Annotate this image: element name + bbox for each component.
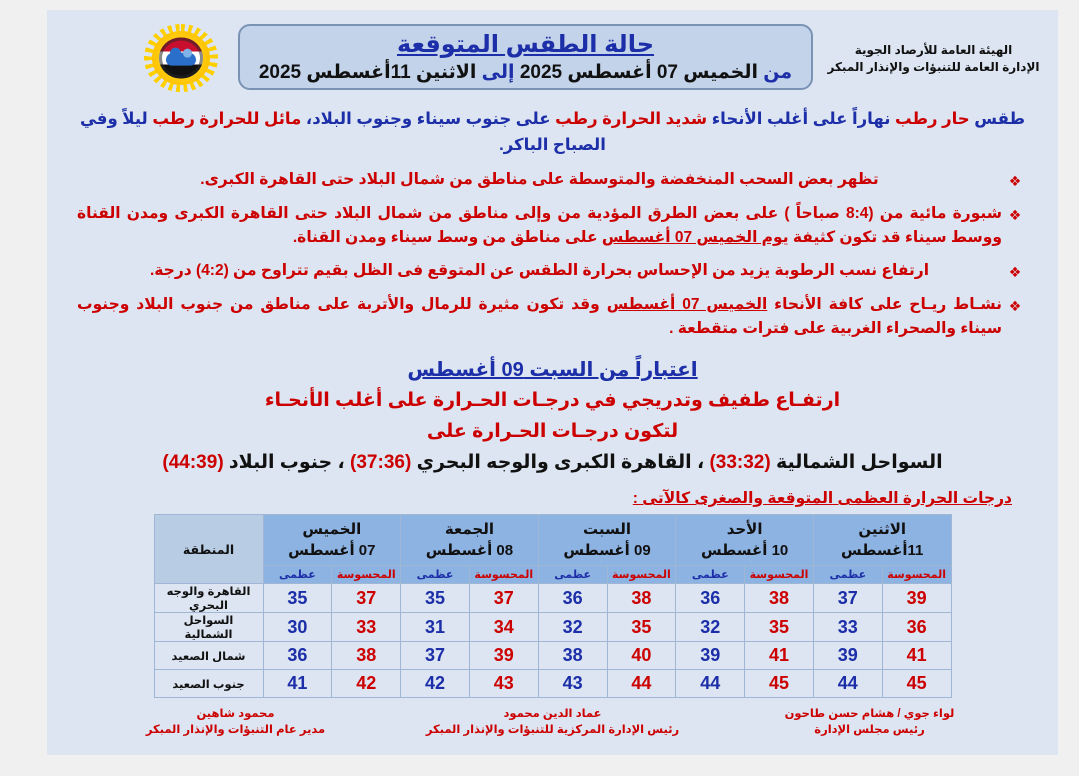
page-title: حالة الطقس المتوقعة — [396, 31, 654, 58]
cell-feel: 42 — [332, 670, 401, 698]
signature-name: لواء جوي / هشام حسن طاحون — [784, 708, 955, 720]
cell-feel: 35 — [745, 613, 814, 642]
cell-feel: 41 — [882, 642, 951, 670]
cell-region: شمال الصعيد — [154, 642, 263, 670]
organization-name: الهيئة العامة للأرصاد الجوية — [854, 43, 1013, 57]
list-item — [77, 259, 1028, 284]
cell-feel: 39 — [882, 584, 951, 613]
bullet-diamond-icon: ❖ — [1008, 207, 1022, 223]
signature-name: محمود شاهين — [196, 708, 275, 720]
signature-name: عماد الدين محمود — [503, 708, 602, 720]
signature-role: مدير عام التنبؤات والإنذار المبكر — [145, 724, 326, 736]
signature-forecast-director — [77, 706, 394, 738]
wind-line-1-a: نشـاط ريـاح على كافة الأنحاء — [767, 296, 1002, 313]
cell-feel: 37 — [332, 584, 401, 613]
cell-feel: 33 — [332, 613, 401, 642]
table-caption: درجات الحرارة العظمى المتوقعة والصغرى كالآتى : — [632, 490, 1012, 507]
date-range-end: الاثنين 11أغسطس 2025 — [258, 62, 477, 83]
day-header-sunday — [676, 515, 814, 566]
cell-max: 31 — [401, 613, 470, 642]
notice-heading: اعتباراً من السبت 09 أغسطس — [407, 359, 698, 381]
bullet-diamond-icon: ❖ — [1008, 264, 1022, 280]
lead-highlight-2: شديد الحرارة رطب — [555, 110, 708, 128]
title-box — [238, 24, 813, 90]
cell-feel: 38 — [745, 584, 814, 613]
cell-max: 36 — [676, 584, 745, 613]
signature-chairman — [711, 706, 1028, 738]
signature-footer — [77, 706, 1028, 738]
cell-feel: 40 — [607, 642, 676, 670]
day-name: الخميس — [302, 521, 362, 538]
cell-max: 42 — [401, 670, 470, 698]
cell-feel: 45 — [882, 670, 951, 698]
wind-date-underlined: الخميس 07 أغسطس — [606, 296, 768, 313]
sub-header-max: عظمى — [676, 566, 745, 584]
lead-part-4: ليلاً وفي الصباح الباكر. — [79, 110, 606, 154]
wind-line-2: والصحراء الغربية على فترات متقطعة . — [669, 320, 957, 337]
fog-line-1: شبورة مائية من (8:4 صباحاً ) على بعض الطرق المؤدية من وإلى مناطق من شمال البلاد حتى القاهرة الكبرى ومدن القناة ووسط سيناء — [77, 205, 1002, 246]
wind-line-1-b: وقد تكون مثيرة للرمال والأتربة على مناطق من جنوب البلاد وجنوب سيناء — [77, 296, 1002, 337]
region-column-header: المنطقة — [154, 515, 263, 584]
cell-max: 33 — [813, 613, 882, 642]
cell-feel: 35 — [607, 613, 676, 642]
emblem-flag-icon — [159, 38, 203, 79]
sub-header-feel: المحسوسة — [745, 566, 814, 584]
day-date: 10 أغسطس — [700, 542, 789, 559]
cell-max: 43 — [538, 670, 607, 698]
cell-region: السواحل الشمالية — [154, 613, 263, 642]
cell-feel: 34 — [469, 613, 538, 642]
document-page — [47, 10, 1058, 755]
notice-regions-values — [47, 447, 1058, 479]
list-item — [77, 293, 1028, 341]
cell-max: 35 — [401, 584, 470, 613]
date-range-from-label: من — [763, 62, 793, 83]
table-body — [154, 584, 951, 698]
forecast-table-wrapper — [154, 514, 952, 698]
day-header-friday — [401, 515, 539, 566]
bullet-text-fog — [77, 202, 1002, 250]
table-row — [154, 584, 951, 613]
bullet-text-wind — [77, 293, 1002, 341]
cell-max: 35 — [263, 584, 332, 613]
sub-header-max: عظمى — [263, 566, 332, 584]
cell-max: 39 — [676, 642, 745, 670]
date-range-subtitle — [240, 60, 811, 86]
cell-feel: 37 — [469, 584, 538, 613]
cell-feel: 43 — [469, 670, 538, 698]
region-south-value: (44:39) — [162, 452, 224, 473]
region-cairo-value: (37:36) — [350, 452, 412, 473]
temperature-rise-notice — [47, 355, 1058, 479]
region-cairo-label: ، القاهرة الكبرى والوجه البحري — [411, 452, 710, 473]
lead-part-1: طقس — [969, 110, 1026, 128]
list-item — [77, 202, 1028, 250]
day-header-monday — [813, 515, 951, 566]
cell-max: 30 — [263, 613, 332, 642]
cell-max: 37 — [813, 584, 882, 613]
sub-header-feel: المحسوسة — [607, 566, 676, 584]
cell-feel: 45 — [745, 670, 814, 698]
region-north-coast-value: (33:32) — [709, 452, 771, 473]
forecast-table — [154, 514, 952, 698]
bullet-list — [77, 168, 1028, 341]
bullet-text-humidity: ارتفاع نسب الرطوبة يزيد من الإحساس بحرارة الطقس عن المتوقع فى الظل بقيم تتراوح من (4:2) درجة. — [149, 262, 930, 279]
emblem-ring — [159, 38, 203, 79]
document-header — [47, 10, 1058, 102]
cell-feel: 41 — [745, 642, 814, 670]
cell-max: 32 — [538, 613, 607, 642]
cell-max: 39 — [813, 642, 882, 670]
signature-role: رئيس الإدارة المركزية للتنبؤات والإنذار المبكر — [425, 724, 680, 736]
region-north-coast-label: السواحل الشمالية — [770, 452, 943, 473]
day-date: 07 أغسطس — [288, 542, 376, 559]
lead-part-2: نهاراً على أغلب الأنحاء — [707, 110, 896, 128]
lead-highlight-3: مائل للحرارة رطب — [152, 110, 302, 128]
signature-role: رئيس مجلس الإدارة — [814, 724, 925, 736]
fog-line-2-b: على مناطق من وسط سيناء ومدن القناة. — [292, 229, 602, 246]
cell-max: 44 — [676, 670, 745, 698]
cell-max: 37 — [401, 642, 470, 670]
day-header-thursday — [263, 515, 401, 566]
day-date: 08 أغسطس — [425, 542, 514, 559]
table-row — [154, 642, 951, 670]
day-name: الجمعة — [444, 521, 495, 538]
sub-header-max: عظمى — [401, 566, 470, 584]
day-date: 09 أغسطس — [563, 542, 651, 559]
date-range-to-label: إلى — [481, 62, 515, 83]
cell-feel: 39 — [469, 642, 538, 670]
table-header-row-days — [154, 515, 951, 566]
notice-line-1: ارتفـاع طفيف وتدريجي في درجـات الحـرارة على أغلب الأنحـاء — [264, 390, 841, 411]
sub-header-feel: المحسوسة — [469, 566, 538, 584]
lead-part-3: على جنوب سيناء وجنوب البلاد، — [301, 110, 556, 128]
sub-header-feel: المحسوسة — [882, 566, 951, 584]
list-item — [77, 168, 1028, 193]
table-row — [154, 613, 951, 642]
bullet-diamond-icon: ❖ — [1008, 173, 1022, 189]
date-range-start: الخميس 07 أغسطس 2025 — [519, 62, 758, 83]
cell-max: 38 — [538, 642, 607, 670]
notice-line-2: لتكون درجـات الحـرارة على — [426, 421, 679, 442]
table-head — [154, 515, 951, 584]
ema-logo-icon — [142, 22, 220, 94]
day-name: الأحد — [726, 521, 763, 538]
organization-department: الإدارة العامة للتنبؤات والإنذار المبكر — [827, 60, 1040, 74]
cell-feel: 38 — [332, 642, 401, 670]
cell-max: 36 — [263, 642, 332, 670]
fog-line-2-a: قد تكون كثيفة — [788, 229, 901, 246]
day-date: 11أغسطس — [841, 542, 924, 559]
cell-max: 41 — [263, 670, 332, 698]
cell-region: القاهرة والوجه البحري — [154, 584, 263, 613]
cell-max: 32 — [676, 613, 745, 642]
day-name: الاثنين — [858, 521, 907, 538]
organization-block — [821, 42, 1046, 76]
region-south-label: ، جنوب البلاد — [223, 452, 351, 473]
bullet-diamond-icon: ❖ — [1008, 298, 1022, 314]
fog-date-underlined: يوم الخميس 07 أغسطس — [601, 229, 789, 246]
signature-central-head — [394, 706, 711, 738]
cell-feel: 36 — [882, 613, 951, 642]
day-name: السبت — [582, 521, 632, 538]
sub-header-feel: المحسوسة — [332, 566, 401, 584]
sub-header-max: عظمى — [538, 566, 607, 584]
table-header-row-subs — [154, 566, 951, 584]
sub-header-max: عظمى — [813, 566, 882, 584]
cell-max: 36 — [538, 584, 607, 613]
cell-feel: 44 — [607, 670, 676, 698]
day-header-saturday — [538, 515, 676, 566]
bullet-text-clouds: تظهر بعض السحب المنخفضة والمتوسطة على مناطق من شمال البلاد حتى القاهرة الكبرى. — [200, 171, 879, 188]
table-row — [154, 670, 951, 698]
cell-max: 44 — [813, 670, 882, 698]
cell-region: جنوب الصعيد — [154, 670, 263, 698]
cell-feel: 38 — [607, 584, 676, 613]
lead-paragraph — [69, 106, 1036, 158]
lead-highlight-1: حار رطب — [895, 110, 970, 128]
